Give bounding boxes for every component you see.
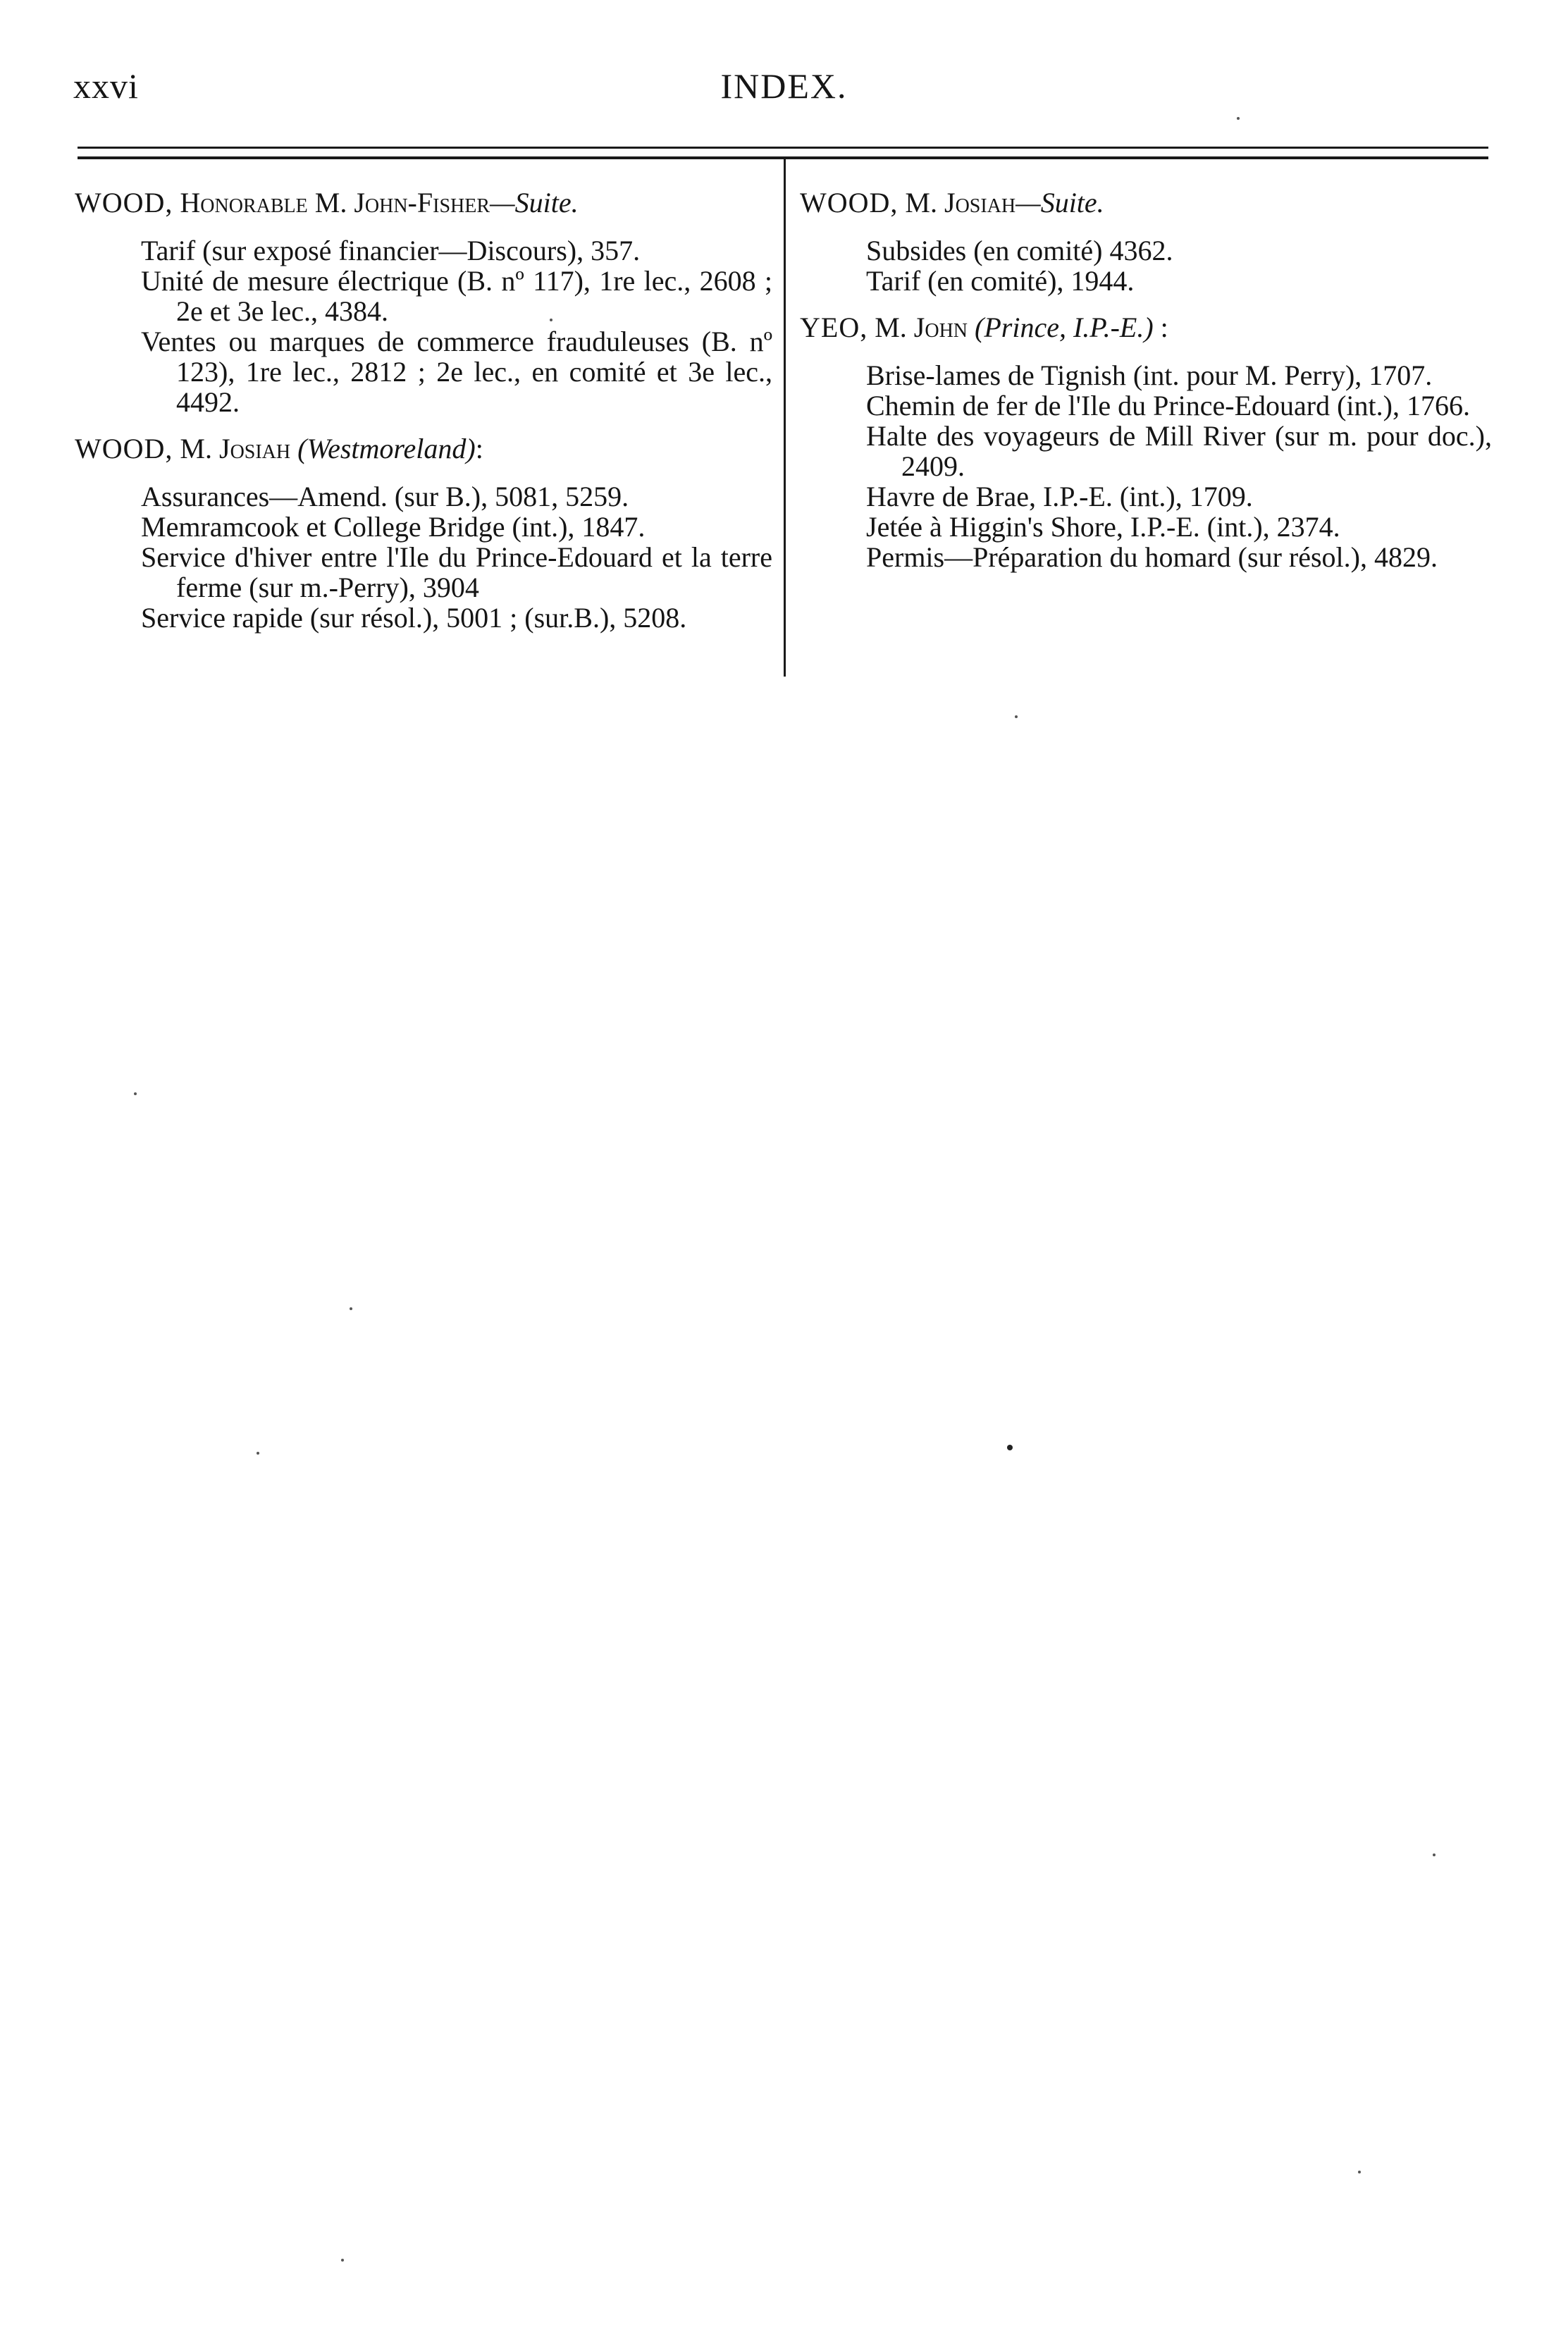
paper-speck: [134, 1092, 137, 1095]
header-rule-thin: [78, 147, 1488, 149]
entry-title: M.: [173, 433, 219, 464]
running-title: INDEX.: [720, 66, 848, 106]
entry-title: M.: [898, 187, 944, 218]
entry-title: M.: [868, 311, 914, 343]
entry-item: Unité de mesure électrique (B. nº 117), 1re lec., 2608 ; 2e et 3e lec., 4384.: [141, 265, 772, 327]
paper-speck: [1358, 2171, 1361, 2173]
entry-detail: (Westmoreland): [290, 433, 476, 464]
entry-heading: [800, 312, 1492, 343]
page-number: xxvi: [73, 66, 139, 106]
entry-item: Permis—Préparation du homard (sur résol.), 4829.: [866, 541, 1438, 573]
entry-item: Halte des voyageurs de Mill River (sur m. pour doc.), 2409.: [866, 420, 1492, 482]
entry-surname: WOOD,: [800, 187, 899, 218]
left-column: [75, 187, 772, 649]
entry-item: Service rapide (sur résol.), 5001 ; (sur.B.), 5208.: [141, 602, 687, 634]
index-entry: [75, 433, 772, 633]
entry-heading: [75, 187, 772, 218]
entry-surname: WOOD,: [75, 433, 173, 464]
entry-given-name: John-Fisher: [354, 187, 490, 218]
column-divider: [784, 159, 786, 677]
entry-surname: YEO,: [800, 311, 868, 343]
entry-item: Subsides (en comité) 4362.: [866, 235, 1173, 266]
paper-speck: [1015, 715, 1018, 718]
entry-item: Tarif (en comité), 1944.: [866, 265, 1135, 297]
entry-detail: (Prince, I.P.-E.): [968, 311, 1154, 343]
entry-trail: :: [1153, 311, 1168, 343]
index-entry: [75, 187, 772, 417]
entry-item: Memramcook et College Bridge (int.), 1847.: [141, 511, 646, 543]
paper-speck: [257, 1452, 259, 1455]
entry-given-name: John: [913, 311, 968, 343]
entry-item: Tarif (sur exposé financier—Discours), 357.: [141, 235, 641, 266]
index-entry: [800, 312, 1492, 572]
entry-item: Jetée à Higgin's Shore, I.P.-E. (int.), 2374.: [866, 511, 1340, 543]
paper-speck: [1237, 117, 1240, 120]
header-rule-thick: [78, 156, 1488, 159]
entry-item: Assurances—Amend. (sur B.), 5081, 5259.: [141, 481, 629, 512]
entry-heading: [75, 433, 772, 464]
entry-item: Havre de Brae, I.P.-E. (int.), 1709.: [866, 481, 1253, 512]
entry-item: Chemin de fer de l'Ile du Prince-Edouard (int.), 1766.: [866, 390, 1470, 421]
entry-surname: WOOD,: [75, 187, 173, 218]
entry-title: M.: [307, 187, 354, 218]
entry-detail: —Suite.: [1016, 187, 1104, 218]
entry-given-name: Josiah: [219, 433, 291, 464]
entry-item: Brise-lames de Tignish (int. pour M. Perry), 1707.: [866, 359, 1433, 391]
right-column: [800, 187, 1492, 588]
paper-speck: [1007, 1445, 1013, 1450]
paper-speck: [350, 1307, 352, 1310]
entry-item: Ventes ou marques de commerce frauduleuses (B. nº 123), 1re lec., 2812 ; 2e lec., en comité et 3e lec., 4492.: [141, 326, 772, 418]
entry-heading: [800, 187, 1492, 218]
paper-speck: [1433, 1853, 1436, 1856]
paper-speck: [550, 319, 552, 321]
paper-speck: [341, 2259, 344, 2262]
index-entry: [800, 187, 1492, 296]
entry-detail: —Suite.: [490, 187, 579, 218]
entry-trail: :: [475, 433, 483, 464]
entry-honorific: Honorable: [180, 187, 308, 218]
entry-given-name: Josiah: [944, 187, 1016, 218]
entry-item: Service d'hiver entre l'Ile du Prince-Edouard et la terre ferme (sur m.-Perry), 3904: [141, 541, 772, 603]
